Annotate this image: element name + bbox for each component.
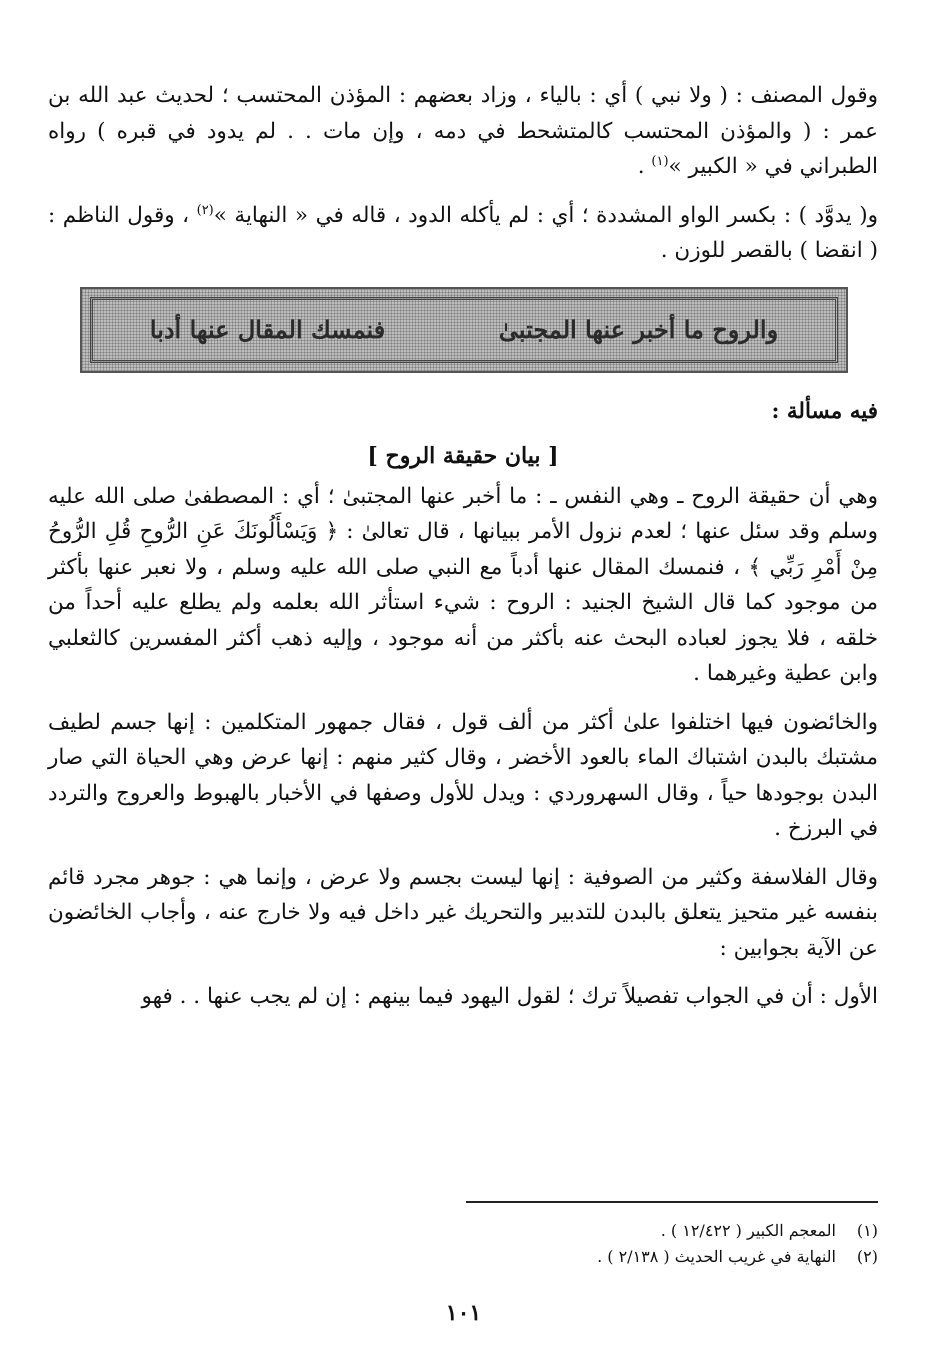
section-heading: [ بيان حقيقة الروح ] <box>367 442 559 469</box>
paragraph-yudawwad <box>48 198 878 269</box>
paragraph-muadhdhin <box>48 78 878 185</box>
paragraph-text: وقول المصنف : ( ولا نبي ) أي : بالياء ، وزاد بعضهم : المؤذن المحتسب ؛ لحديث عبد الله بن عمر : ( والمؤذن المحتسب كالمتشحط في دمه ، وإن مات . . لم يدود في قبره ) رواه الطبراني في « الكبير » <box>48 83 878 179</box>
paragraph-tail: ، وقول الناظم : ( انقضا ) بالقصر للوزن . <box>48 202 878 263</box>
page-body <box>48 78 878 1015</box>
footnote-text: النهاية في غريب الحديث ( ٢/١٣٨ ) . <box>597 1247 836 1266</box>
footnote-ref-1[interactable]: (١) <box>651 153 669 169</box>
footnote-item <box>48 1244 878 1270</box>
footnotes <box>48 1218 878 1270</box>
footnote-text: المعجم الكبير ( ١٢/٤٢٢ ) . <box>660 1221 836 1240</box>
paragraph-body-2: والخائضون فيها اختلفوا علىٰ أكثر من ألف قول ، فقال جمهور المتكلمين : إنها جسم لطيف مشتبك بالبدن اشتباك الماء بالعود الأخضر ، وقال كثير منهم : إنها عرض وهي الحياة التي صار البدن بوجودها حياً ، وقال السهروردي : ويدل للأول وصفها في الأخبار بالهبوط والعروج والتردد في البرزخ . <box>48 709 878 841</box>
paragraph-body-1: وهي أن حقيقة الروح ـ وهي النفس ـ : ما أخبر عنها المجتبىٰ ؛ أي : المصطفىٰ صلى الله عليه وسلم وقد سئل عنها ؛ لعدم نزول الأمر ببيانها ، قال تعالىٰ : ﴿ وَيَسْأَلُونَكَ عَنِ الرُّوحِ قُلِ الرُّوحُ مِنْ أَمْرِ رَبِّي ﴾ ، فنمسك المقال عنها أدباً مع النبي صلى الله عليه وسلم ، ولا نعبر عنها بأكثر من موجود كما قال الشيخ الجنيد : الروح : شيء استأثر الله بعلمه ولم يطلع عليه أحداً من خلقه ، فلا يجوز لعباده البحث عنه بأكثر من أنه موجود ، وإليه ذهب أكثر المفسرين كالثعلبي وابن عطية وغيرهما . <box>48 483 878 686</box>
paragraph-body-3: وقال الفلاسفة وكثير من الصوفية : إنها ليست بجسم ولا عرض ، وإنما هي : جوهر مجرد قائم بنفسه غير متحيز يتعلق بالبدن للتدبير والتحريك غير داخل فيه ولا خارج عنه ، وأجاب الخائضون عن الآية بجوابين : <box>48 864 878 961</box>
issue-label: فيه مسألة : <box>771 398 878 424</box>
paragraph-tail: . <box>637 154 652 179</box>
footnote-divider <box>466 1201 878 1203</box>
footnote-number: (٢) <box>856 1247 878 1266</box>
poem-left-hemistich: فنمسك المقال عنها أدبا <box>149 315 386 344</box>
footnote-number: (١) <box>856 1221 878 1240</box>
poem-right-hemistich: والروح ما أخبر عنها المجتبىٰ <box>498 315 779 344</box>
paragraph-body-4: الأول : أن في الجواب تفصيلاً ترك ؛ لقول اليهود فيما بينهم : إن لم يجب عنها . . فهو <box>141 984 878 1009</box>
footnote-ref-2[interactable]: (٢) <box>196 202 214 218</box>
paragraph-text: و( يدوَّد ) : بكسر الواو المشددة ؛ أي : لم يأكله الدود ، قاله في « النهاية » <box>213 202 878 228</box>
poem-verse-frame <box>90 297 838 363</box>
poem-verse-box <box>80 287 848 373</box>
footnote-item <box>48 1218 878 1244</box>
page-number: ١٠١ <box>445 1300 482 1326</box>
